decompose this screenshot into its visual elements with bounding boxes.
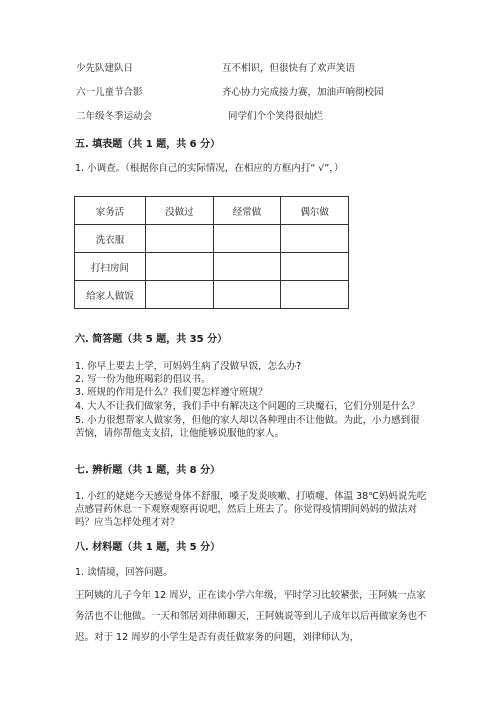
section-8-heading: 八. 材料题（共 1 题，共 5 分） bbox=[75, 542, 221, 553]
table-header-row bbox=[75, 197, 349, 225]
checkbox-cell[interactable] bbox=[213, 253, 281, 281]
section-6-heading: 六. 简答题（共 5 题，共 35 分） bbox=[75, 334, 228, 345]
table-row-label: 打扫房间 bbox=[75, 253, 146, 281]
survey-table bbox=[74, 196, 349, 309]
checkbox-cell[interactable] bbox=[281, 225, 349, 253]
checkbox-cell[interactable] bbox=[146, 225, 214, 253]
table-row-label: 洗衣服 bbox=[75, 225, 146, 253]
match-right-1: 互不相识，但很快有了欢声笑语 bbox=[222, 63, 356, 74]
match-left-1: 少先队建队日 bbox=[76, 63, 134, 74]
section-6-item-2: 2. 写一份为他班喝彩的倡议书。 bbox=[75, 374, 211, 385]
section-7-heading: 七. 辨析题（共 1 题，共 8 分） bbox=[75, 465, 221, 476]
checkbox-cell[interactable] bbox=[146, 281, 214, 309]
section-6-item-3: 3. 班规的作用是什么？我们要怎样遵守班规？ bbox=[75, 387, 268, 398]
table-header-cell: 偶尔做 bbox=[281, 197, 349, 225]
checkbox-cell[interactable] bbox=[146, 253, 214, 281]
match-left-2: 六一儿童节合影 bbox=[76, 87, 143, 98]
section-8-passage: 王阿姨的儿子今年 12 周岁，正在读小学六年级，平时学习比较紧张，王阿姨一点家务活也不让他做。一天和邻居刘律师聊天，王阿姨说等到儿子成年以后再做家务也不迟。对于 12 周岁的小学生是否有责任做家务的问题，刘律师认为， bbox=[75, 590, 427, 643]
match-left-3: 二年级冬季运动会 bbox=[76, 111, 153, 122]
table-header-cell: 家务活 bbox=[75, 197, 146, 225]
checkbox-cell[interactable] bbox=[213, 281, 281, 309]
checkbox-cell[interactable] bbox=[213, 225, 281, 253]
match-right-3: 同学们个个笑得很灿烂 bbox=[228, 111, 324, 122]
table-header-cell: 没做过 bbox=[146, 197, 214, 225]
section-5-heading: 五. 填表题（共 1 题，共 6 分） bbox=[75, 139, 221, 150]
section-6-item-5: 5. 小力很想帮家人做家务，但他的家人却以各种理由不让他做。为此，小力感到很苦恼，请你帮他支支招，让他能够说服他的家人。 bbox=[75, 415, 420, 439]
section-8-question: 1. 读情境，回答问题。 bbox=[75, 567, 173, 578]
table-row-label: 给家人做饭 bbox=[75, 281, 146, 309]
section-6-item-4: 4. 大人不让我们做家务，我们手中有解决这个问题的三块魔石，它们分别是什么？ bbox=[75, 401, 420, 412]
table-row bbox=[75, 253, 349, 281]
section-5-question: 1. 小调查。（根据你自己的实际情况，在相应的方框内打“ √”，） bbox=[75, 163, 344, 174]
table-row bbox=[75, 225, 349, 253]
checkbox-cell[interactable] bbox=[281, 253, 349, 281]
match-right-2: 齐心协力完成接力赛，加油声响彻校园 bbox=[222, 87, 384, 98]
checkbox-cell[interactable] bbox=[281, 281, 349, 309]
section-7-text: 1. 小红的姥姥今天感觉身体不舒服，嗓子发炎咳嗽、打喷嚏、体温 38℃妈妈说先吃点感冒药休息一下观察观察再说吧，然后上班去了。你觉得疫情期间妈妈的做法对吗？应当怎样处理才对？ bbox=[75, 491, 427, 528]
table-header-cell: 经常做 bbox=[213, 197, 281, 225]
section-6-item-1: 1. 你早上要去上学，可妈妈生病了没做早饭，怎么办? bbox=[75, 361, 302, 372]
table-row bbox=[75, 281, 349, 309]
